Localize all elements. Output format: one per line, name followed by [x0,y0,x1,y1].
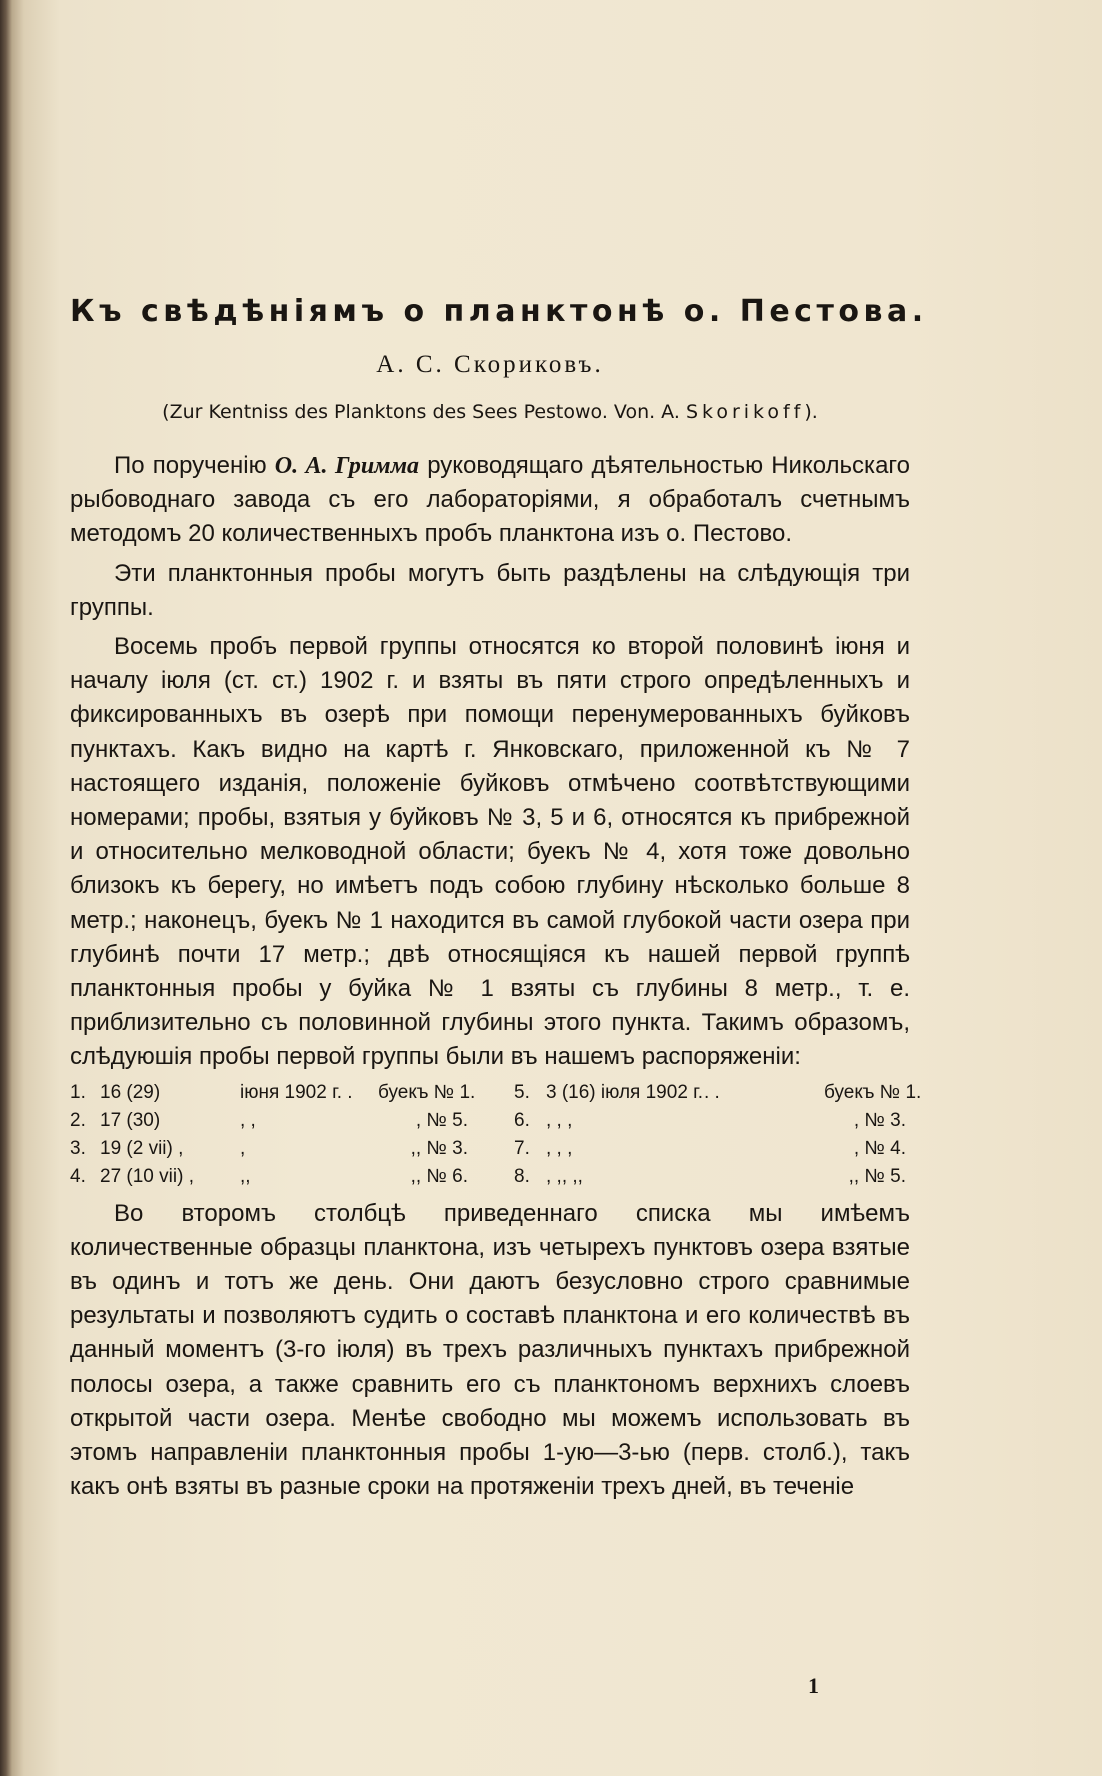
sample-number: 7. [514,1137,530,1159]
sample-buoy: , № 5. [415,1109,468,1131]
sample-date: , , , [546,1137,573,1159]
article [70,280,928,1504]
subtitle-suffix: ). [804,401,818,423]
article-subtitle [70,401,910,423]
sample-date: 17 (30) [100,1109,161,1131]
paragraph-1-start: По порученію [114,452,275,479]
paragraph-3: Восемь пробъ первой группы относятся ко второй половинѣ іюня и началу іюля (ст. ст.) 1902 г. и взяты въ пяти строго опредѣленныхъ и фиксированныхъ въ озерѣ при помощи перенумерованныхъ буйковъ пунктахъ. Какъ видно на картѣ г. Янковскаго, приложенной къ № 7 настоящего изданія, положеніе буйковъ отмѣчено соотвѣтствующими номерами; пробы, взятыя у буйковъ № 3, 5 и 6, относятся къ прибрежной и относительно мелководной области; буекъ № 4, хотя тоже довольно близокъ къ берегу, но имѣетъ подъ собою глубину нѣсколько больше 8 метр.; наконецъ, буекъ № 1 находится въ самой глубокой части озера при глубинѣ почти 17 метр.; двѣ относящіяся къ нашей первой группѣ планктонныя пробы у буйка № 1 взяты съ глубины 8 метр., т. е. приблизительно съ половинной глубины этого пункта. Такимъ образомъ, слѣдуюшія пробы первой группы были въ нашемъ распоряженіи: [70,633,910,1071]
paragraph-1-end: руководящаго дѣятельностью Никольскаго рыбоводнаго завода съ его лабораторіями, я обработалъ счетнымъ методомъ 20 количественныхъ пробъ планктона изъ о. Пестово. [70,452,910,548]
sample-date: , , , [546,1109,573,1131]
sample-buoy: ,, № 5. [848,1165,906,1187]
sample-row [70,1079,476,1107]
subtitle-prefix: (Zur Kentniss des Planktons des Sees Pestowo. Von. A. [162,401,680,423]
sample-row [514,1135,906,1163]
sample-date: 27 (10 vii) , [100,1165,194,1187]
sample-buoy: буекъ № 1. [378,1081,476,1103]
paragraph-1 [70,449,910,552]
sample-buoy: , № 4. [853,1137,906,1159]
sample-number: 2. [70,1109,86,1131]
sample-number: 8. [514,1165,530,1187]
sample-month: . . [704,1081,720,1103]
sample-month: іюня 1902 г. . [240,1081,353,1103]
samples-list [70,1079,922,1191]
article-title: Къ свѣдѣніямъ о планктонѣ о. Пестова. [70,294,928,329]
sample-month: , , [240,1109,256,1131]
sample-month [704,1107,824,1135]
sample-buoy: ,, № 3. [410,1137,468,1159]
subtitle-author: Skorikoff [685,401,805,423]
sample-buoy: буекъ № 1. [824,1081,922,1103]
sample-number: 6. [514,1109,530,1131]
sample-buoy: ,, № 6. [410,1165,468,1187]
paragraph-4: Во второмъ столбцѣ приведеннаго списка мы имѣемъ количественные образцы планктона, изъ четырехъ пунктовъ озера взятые въ одинъ и тотъ же день. Они даютъ безусловно строго сравнимые результаты и позволяютъ судить о составѣ планктона и его количествѣ въ данный моментъ (3-го іюля) въ трехъ различныхъ пунктахъ прибрежной полосы озера, а также сравнить его съ планктономъ верхнихъ слоевъ открытой части озера. Менѣе свободно мы можемъ использовать въ этомъ направленіи планктонныя пробы 1-ую—3-ью (перв. столб.), такъ какъ онѣ взяты въ разные сроки на протяженіи трехъ дней, въ теченіе [70,1199,910,1501]
person-name: О. А. Гримма [274,453,420,479]
sample-row [70,1107,470,1135]
article-author: А. С. Скориковъ. [376,351,604,378]
samples-column-1 [70,1079,476,1191]
sample-month [704,1163,824,1191]
sample-number: 1. [70,1081,86,1103]
sample-row [514,1079,922,1107]
sample-number: 4. [70,1165,86,1187]
sample-month: , [240,1137,246,1159]
paragraph-2: Эти планктонныя пробы могутъ быть раздѣлены на слѣдующія три группы. [70,559,910,621]
sample-date: 3 (16) іюля 1902 г. [546,1081,704,1103]
sample-date: , ,, ,, [546,1165,583,1187]
sample-month: ,, [240,1165,251,1187]
sample-buoy: , № 3. [853,1109,906,1131]
body-text [70,449,922,1504]
sample-number: 3. [70,1137,86,1159]
sample-month [704,1135,824,1163]
sample-date: 19 (2 vii) , [100,1137,184,1159]
sample-row [514,1163,906,1191]
page-number: 1 [808,1673,819,1698]
sample-row [514,1107,906,1135]
samples-column-2 [514,1079,922,1191]
sample-number: 5. [514,1081,530,1103]
sample-date: 16 (29) [100,1081,161,1103]
sample-row [70,1135,470,1163]
sample-row [70,1163,470,1191]
